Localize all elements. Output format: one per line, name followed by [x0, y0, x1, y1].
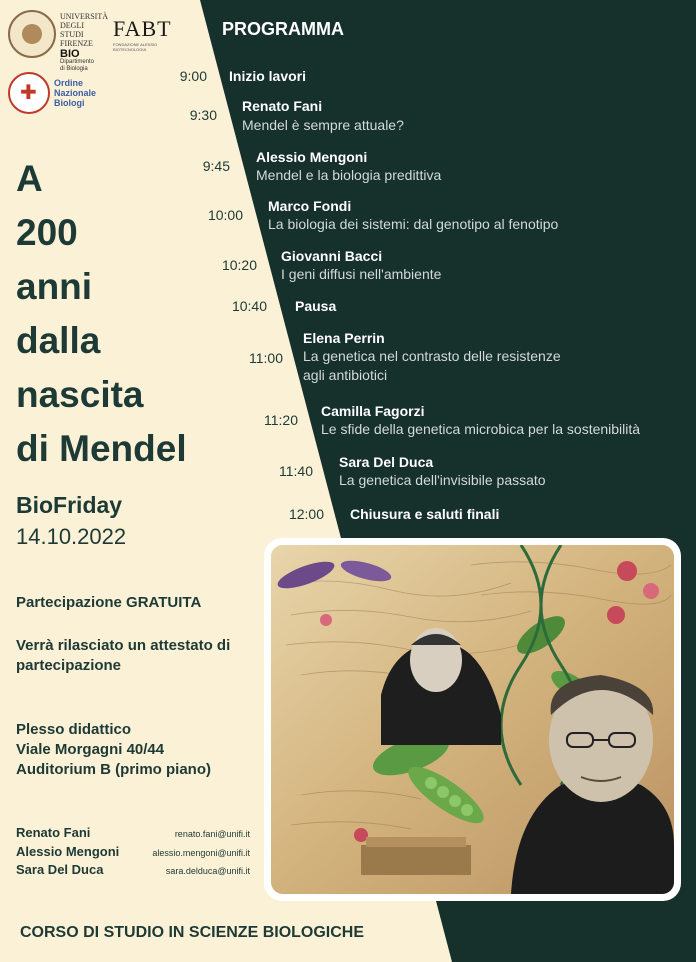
onb-logo	[8, 72, 112, 116]
fabt-subtitle: FONDAZIONE ALESSIO BIOTECNOLOGIA	[113, 42, 158, 52]
speaker-name: Renato Fani	[242, 98, 323, 114]
talk-title: Le sfide della genetica microbica per la sostenibilità	[321, 421, 641, 437]
schedule-time: 11:40	[279, 463, 313, 479]
talk-title: Mendel e la biologia predittiva	[256, 167, 442, 183]
title-line: 200	[16, 212, 78, 253]
fabt-logo	[113, 16, 173, 54]
unifi-line-1: UNIVERSITÀ	[60, 12, 108, 21]
footer-course: CORSO DI STUDIO IN SCIENZE BIOLOGICHE	[20, 924, 365, 941]
speaker-name: Giovanni Bacci	[281, 248, 383, 264]
schedule-time: 9:30	[189, 107, 217, 123]
onb-seal-icon	[8, 72, 50, 114]
schedule-title: Inizio lavori	[229, 68, 307, 84]
talk-title: La genetica nel contrasto delle resistenze	[303, 348, 561, 364]
title-line: di Mendel	[16, 428, 187, 469]
participation-text: Partecipazione GRATUITA	[16, 594, 202, 611]
schedule-time: 9:45	[202, 158, 230, 174]
talk-title: Mendel è sempre attuale?	[242, 117, 404, 133]
talk-title: La biologia dei sistemi: dal genotipo al fenotipo	[268, 216, 559, 232]
schedule-time: 10:00	[207, 207, 243, 223]
certificate-text: Verrà rilasciato un attestato di partecipazione	[16, 637, 231, 674]
fabt-mark: FABT	[113, 16, 172, 41]
contact-email[interactable]: alessio.mengoni@unifi.it	[152, 848, 250, 858]
schedule-time: 11:00	[249, 350, 283, 366]
unifi-logo	[8, 10, 108, 72]
title-line: dalla	[16, 320, 101, 361]
contact-email[interactable]: sara.delduca@unifi.it	[165, 866, 250, 876]
page-title	[16, 152, 187, 476]
speaker-name: Sara Del Duca	[339, 454, 434, 470]
speaker-name: Alessio Mengoni	[256, 149, 368, 165]
venue-line: Plesso didattico	[16, 721, 132, 738]
venue-block	[16, 720, 211, 780]
talk-title: agli antibiotici	[303, 367, 388, 383]
contact-name: Renato Fani	[16, 825, 91, 840]
venue-line: Auditorium B (primo piano)	[16, 761, 211, 778]
contact-email[interactable]: renato.fani@unifi.it	[174, 829, 250, 839]
unifi-bio: BIO	[60, 48, 80, 60]
schedule-time: 10:20	[221, 257, 257, 273]
talk-title: I geni diffusi nell'ambiente	[281, 266, 442, 282]
schedule-time: 9:00	[179, 68, 207, 84]
speaker-name: Camilla Fagorzi	[321, 403, 425, 419]
schedule-time: 10:40	[231, 298, 267, 314]
mendel-collage-image	[271, 545, 674, 894]
contact-name: Alessio Mengoni	[16, 844, 120, 859]
unifi-line-3: FIRENZE	[60, 39, 93, 48]
event-name: BioFriday	[16, 492, 123, 518]
unifi-line-2: DEGLI STUDI	[60, 21, 84, 39]
onb-line-3: Biologi	[54, 98, 85, 108]
unifi-dept-1: Dipartimento	[60, 59, 95, 65]
contact-name: Sara Del Duca	[16, 862, 104, 877]
event-date: 14.10.2022	[16, 524, 127, 549]
onb-line-2: Nazionale	[54, 88, 97, 98]
schedule-title: Chiusura e saluti finali	[350, 506, 500, 522]
title-line: anni	[16, 266, 93, 307]
speaker-name: Marco Fondi	[268, 198, 352, 214]
talk-title: La genetica dell'invisibile passato	[339, 472, 546, 488]
title-line: nascita	[16, 374, 144, 415]
programme-heading: PROGRAMMA	[222, 19, 344, 39]
venue-line: Viale Morgagni 40/44	[16, 741, 165, 758]
schedule-time: 11:20	[264, 412, 298, 428]
onb-line-1: Ordine	[54, 78, 84, 88]
schedule-time: 12:00	[288, 506, 324, 522]
schedule-title: Pausa	[295, 298, 337, 314]
speaker-name: Elena Perrin	[303, 330, 385, 346]
mendel-collage-frame	[264, 538, 681, 901]
unifi-dept-2: di Biologia	[60, 66, 88, 72]
title-line: A	[16, 158, 43, 199]
university-seal-icon	[8, 10, 56, 58]
